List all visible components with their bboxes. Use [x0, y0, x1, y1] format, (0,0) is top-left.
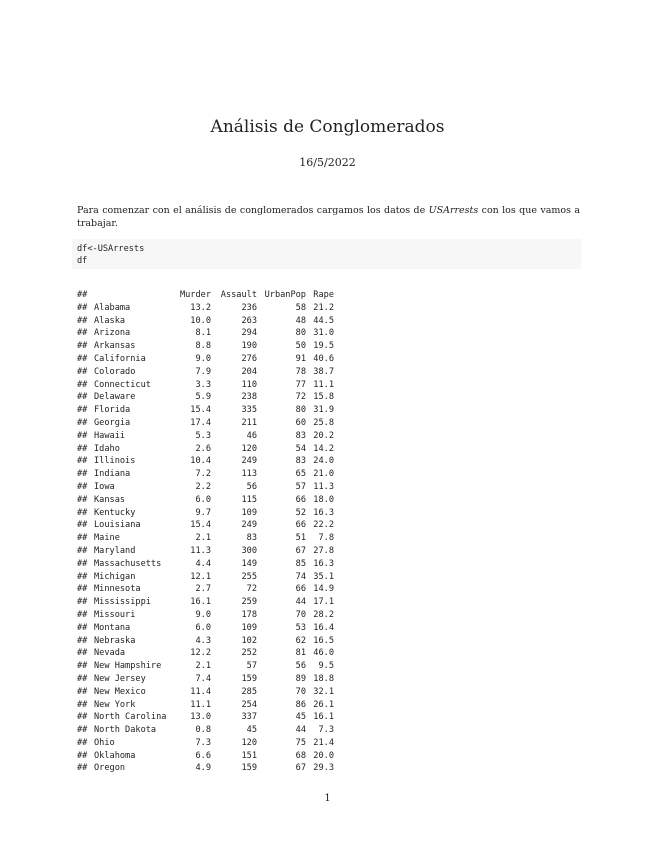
state-name: Maryland	[94, 545, 136, 556]
table-row	[77, 353, 334, 366]
rape-value: 27.8	[313, 545, 334, 556]
murder-value: 7.2	[195, 469, 211, 480]
rape-value: 11.1	[313, 379, 334, 390]
assault-value: 102	[241, 635, 257, 646]
code-line: df<-USArrests	[77, 244, 145, 254]
urbanpop-value: 89	[295, 673, 306, 684]
assault-value: 151	[241, 750, 257, 761]
table-row	[77, 494, 334, 507]
output-prefix: ##	[77, 725, 88, 736]
state-name: Kansas	[94, 494, 126, 505]
urbanpop-value: 67	[295, 545, 306, 556]
murder-value: 9.0	[195, 353, 211, 364]
rape-value: 28.2	[313, 609, 334, 620]
output-prefix: ##	[77, 507, 88, 518]
urbanpop-value: 80	[295, 405, 306, 416]
table-row	[77, 571, 334, 584]
assault-value: 249	[241, 520, 257, 531]
assault-value: 83	[246, 533, 257, 544]
state-name: Louisiana	[94, 520, 141, 531]
output-prefix: ##	[77, 328, 88, 339]
murder-value: 8.8	[195, 341, 211, 352]
murder-value: 7.4	[195, 673, 211, 684]
murder-value: 4.4	[195, 558, 211, 569]
urbanpop-value: 83	[295, 456, 306, 467]
rape-value: 29.3	[313, 763, 334, 774]
column-header-murder: Murder	[179, 290, 211, 300]
assault-value: 45	[246, 725, 257, 736]
urbanpop-value: 66	[295, 584, 306, 595]
urbanpop-value: 66	[295, 494, 306, 505]
rape-value: 38.7	[313, 366, 334, 377]
urbanpop-value: 53	[295, 622, 306, 633]
table-row	[77, 404, 334, 417]
rape-value: 20.0	[313, 750, 334, 761]
urbanpop-value: 85	[295, 558, 306, 569]
murder-value: 0.8	[195, 725, 211, 736]
rape-value: 21.2	[313, 302, 334, 313]
assault-value: 109	[241, 507, 257, 518]
state-name: Illinois	[94, 456, 136, 467]
output-prefix: ##	[77, 622, 88, 633]
murder-value: 5.9	[195, 392, 211, 403]
state-name: Indiana	[94, 469, 131, 480]
state-name: New Hampshire	[94, 661, 162, 672]
urbanpop-value: 44	[295, 597, 306, 608]
assault-value: 211	[241, 417, 257, 428]
state-name: Minnesota	[94, 584, 141, 595]
murder-value: 9.0	[195, 609, 211, 620]
urbanpop-value: 60	[295, 417, 306, 428]
murder-value: 2.1	[195, 533, 211, 544]
state-name: Michigan	[94, 571, 136, 582]
assault-value: 110	[241, 379, 257, 390]
assault-value: 109	[241, 622, 257, 633]
urbanpop-value: 70	[295, 609, 306, 620]
urbanpop-value: 50	[295, 341, 306, 352]
output-prefix: ##	[77, 571, 88, 582]
murder-value: 16.1	[190, 597, 211, 608]
state-name: Oklahoma	[94, 750, 136, 761]
rape-value: 15.8	[313, 392, 334, 403]
rape-value: 35.1	[313, 571, 334, 582]
urbanpop-value: 77	[295, 379, 306, 390]
murder-value: 12.1	[190, 571, 211, 582]
state-name: Oregon	[94, 763, 126, 774]
urbanpop-value: 58	[295, 302, 306, 313]
rape-value: 11.3	[313, 481, 334, 492]
table-row	[77, 455, 334, 468]
urbanpop-value: 80	[295, 328, 306, 339]
rape-value: 16.4	[313, 622, 334, 633]
output-prefix: ##	[77, 673, 88, 684]
assault-value: 159	[241, 673, 257, 684]
assault-value: 72	[246, 584, 257, 595]
assault-value: 46	[246, 430, 257, 441]
urbanpop-value: 62	[295, 635, 306, 646]
table-row	[77, 315, 334, 328]
output-prefix: ##	[77, 609, 88, 620]
state-name: Connecticut	[94, 379, 151, 390]
murder-value: 12.2	[190, 648, 211, 659]
rape-value: 14.2	[313, 443, 334, 454]
output-prefix: ##	[77, 635, 88, 646]
murder-value: 2.6	[195, 443, 211, 454]
document-title: Análisis de Conglomerados	[210, 117, 445, 137]
murder-value: 10.0	[190, 315, 211, 326]
murder-value: 15.4	[190, 405, 211, 416]
state-name: Massachusetts	[94, 558, 162, 569]
table-row	[77, 558, 334, 571]
assault-value: 236	[241, 302, 257, 313]
murder-value: 13.2	[190, 302, 211, 313]
murder-value: 8.1	[195, 328, 211, 339]
table-row	[77, 660, 334, 673]
output-prefix: ##	[77, 392, 88, 403]
table-row	[77, 519, 334, 532]
murder-value: 7.3	[195, 737, 211, 748]
murder-value: 6.6	[195, 750, 211, 761]
urbanpop-value: 67	[295, 763, 306, 774]
column-header-rape: Rape	[313, 290, 334, 300]
urbanpop-value: 45	[295, 712, 306, 723]
state-name: Arkansas	[94, 341, 136, 352]
murder-value: 6.0	[195, 622, 211, 633]
rape-value: 16.3	[313, 507, 334, 518]
table-row	[77, 609, 334, 622]
rape-value: 16.5	[313, 635, 334, 646]
output-prefix: ##	[77, 341, 88, 352]
rape-value: 32.1	[313, 686, 334, 697]
table-row	[77, 622, 334, 635]
rape-value: 7.8	[318, 533, 334, 544]
state-name: Arizona	[94, 328, 131, 339]
table-row	[77, 302, 334, 315]
page-number: 1	[324, 793, 331, 804]
code-block	[72, 239, 581, 269]
rape-value: 16.3	[313, 558, 334, 569]
output-prefix: ##	[77, 545, 88, 556]
murder-value: 2.1	[195, 661, 211, 672]
output-prefix: ##	[77, 315, 88, 326]
state-name: Hawaii	[94, 430, 126, 441]
state-name: Georgia	[94, 417, 131, 428]
table-row	[77, 443, 334, 456]
code-line: df	[77, 256, 88, 266]
state-name: New York	[94, 699, 136, 710]
assault-value: 263	[241, 315, 257, 326]
table-row	[77, 699, 334, 712]
state-name: Iowa	[94, 481, 115, 492]
output-header-row	[77, 289, 334, 302]
state-name: Nevada	[94, 648, 126, 659]
table-row	[77, 596, 334, 609]
urbanpop-value: 48	[295, 315, 306, 326]
urbanpop-value: 70	[295, 686, 306, 697]
table-row	[77, 762, 334, 775]
urbanpop-value: 57	[295, 481, 306, 492]
murder-value: 15.4	[190, 520, 211, 531]
rape-value: 21.4	[313, 737, 334, 748]
output-prefix: ##	[77, 648, 88, 659]
output-prefix: ##	[77, 417, 88, 428]
rape-value: 17.1	[313, 597, 334, 608]
assault-value: 294	[241, 328, 257, 339]
table-row	[77, 327, 334, 340]
assault-value: 190	[241, 341, 257, 352]
murder-value: 2.2	[195, 481, 211, 492]
table-row	[77, 737, 334, 750]
assault-value: 259	[241, 597, 257, 608]
table-row	[77, 635, 334, 648]
rape-value: 31.0	[313, 328, 334, 339]
murder-value: 11.4	[190, 686, 211, 697]
output-prefix: ##	[77, 405, 88, 416]
table-row	[77, 417, 334, 430]
state-name: North Carolina	[94, 712, 167, 723]
output-prefix: ##	[77, 686, 88, 697]
table-row	[77, 724, 334, 737]
urbanpop-value: 86	[295, 699, 306, 710]
assault-value: 254	[241, 699, 257, 710]
murder-value: 3.3	[195, 379, 211, 390]
rape-value: 31.9	[313, 405, 334, 416]
output-prefix: ##	[77, 430, 88, 441]
urbanpop-value: 65	[295, 469, 306, 480]
rape-value: 44.5	[313, 315, 334, 326]
urbanpop-value: 52	[295, 507, 306, 518]
state-name: Missouri	[94, 609, 136, 620]
output-prefix: ##	[77, 379, 88, 390]
state-name: New Mexico	[94, 686, 146, 697]
output-prefix: ##	[77, 558, 88, 569]
urbanpop-value: 75	[295, 737, 306, 748]
urbanpop-value: 68	[295, 750, 306, 761]
assault-value: 113	[241, 469, 257, 480]
rape-value: 24.0	[313, 456, 334, 467]
assault-value: 300	[241, 545, 257, 556]
output-prefix: ##	[77, 494, 88, 505]
table-row	[77, 507, 334, 520]
state-name: Alaska	[94, 315, 126, 326]
output-prefix: ##	[77, 597, 88, 608]
state-name: Idaho	[94, 443, 120, 454]
urbanpop-value: 44	[295, 725, 306, 736]
output-prefix: ##	[77, 366, 88, 377]
table-row	[77, 468, 334, 481]
murder-value: 2.7	[195, 584, 211, 595]
table-row	[77, 583, 334, 596]
assault-value: 255	[241, 571, 257, 582]
urbanpop-value: 56	[295, 661, 306, 672]
assault-value: 238	[241, 392, 257, 403]
state-name: Delaware	[94, 392, 136, 403]
rape-value: 22.2	[313, 520, 334, 531]
murder-value: 4.3	[195, 635, 211, 646]
state-name: Mississippi	[94, 597, 151, 608]
output-prefix: ##	[77, 699, 88, 710]
assault-value: 249	[241, 456, 257, 467]
rape-value: 46.0	[313, 648, 334, 659]
table-row	[77, 340, 334, 353]
column-header-assault: Assault	[220, 290, 257, 300]
assault-value: 178	[241, 609, 257, 620]
table-row	[77, 673, 334, 686]
column-header-urbanpop: UrbanPop	[264, 290, 306, 300]
rape-value: 25.8	[313, 417, 334, 428]
table-row	[77, 647, 334, 660]
urbanpop-value: 83	[295, 430, 306, 441]
assault-value: 115	[241, 494, 257, 505]
document-date: 16/5/2022	[299, 156, 356, 169]
state-name: Florida	[94, 405, 131, 416]
output-prefix: ##	[77, 750, 88, 761]
table-row	[77, 545, 334, 558]
rape-value: 21.0	[313, 469, 334, 480]
rape-value: 18.8	[313, 673, 334, 684]
dataset-name: USArrests	[428, 205, 479, 216]
output-prefix: ##	[77, 584, 88, 595]
state-name: North Dakota	[94, 725, 157, 736]
assault-value: 337	[241, 712, 257, 723]
urbanpop-value: 51	[295, 533, 306, 544]
intro-paragraph	[77, 204, 580, 230]
state-name: Ohio	[94, 737, 115, 748]
assault-value: 120	[241, 737, 257, 748]
table-row	[77, 481, 334, 494]
assault-value: 159	[241, 763, 257, 774]
table-row	[77, 366, 334, 379]
rape-value: 26.1	[313, 699, 334, 710]
output-prefix: ##	[77, 353, 88, 364]
rape-value: 7.3	[318, 725, 334, 736]
assault-value: 56	[246, 481, 257, 492]
output-prefix: ##	[77, 763, 88, 774]
output-prefix: ##	[77, 469, 88, 480]
state-name: Alabama	[94, 302, 131, 313]
table-row	[77, 430, 334, 443]
table-row	[77, 711, 334, 724]
intro-text-after: con los que vamos a trabajar.	[77, 205, 580, 229]
state-name: Nebraska	[94, 635, 136, 646]
murder-value: 17.4	[190, 417, 211, 428]
assault-value: 204	[241, 366, 257, 377]
assault-value: 276	[241, 353, 257, 364]
output-prefix: ##	[77, 290, 88, 300]
console-output	[77, 289, 334, 775]
state-name: Colorado	[94, 366, 136, 377]
rape-value: 19.5	[313, 341, 334, 352]
rape-value: 16.1	[313, 712, 334, 723]
murder-value: 10.4	[190, 456, 211, 467]
assault-value: 252	[241, 648, 257, 659]
assault-value: 149	[241, 558, 257, 569]
murder-value: 5.3	[195, 430, 211, 441]
murder-value: 7.9	[195, 366, 211, 377]
rape-value: 20.2	[313, 430, 334, 441]
table-row	[77, 686, 334, 699]
urbanpop-value: 54	[295, 443, 306, 454]
murder-value: 11.3	[190, 545, 211, 556]
murder-value: 4.9	[195, 763, 211, 774]
state-name: New Jersey	[94, 673, 146, 684]
output-prefix: ##	[77, 712, 88, 723]
state-name: California	[94, 353, 146, 364]
rape-value: 14.9	[313, 584, 334, 595]
table-row	[77, 532, 334, 545]
intro-text-before: Para comenzar con el análisis de conglomerados cargamos los datos de	[77, 205, 429, 216]
urbanpop-value: 72	[295, 392, 306, 403]
table-row	[77, 750, 334, 763]
assault-value: 285	[241, 686, 257, 697]
output-prefix: ##	[77, 443, 88, 454]
murder-value: 9.7	[195, 507, 211, 518]
table-row	[77, 391, 334, 404]
rape-value: 9.5	[318, 661, 334, 672]
output-prefix: ##	[77, 661, 88, 672]
output-prefix: ##	[77, 481, 88, 492]
murder-value: 11.1	[190, 699, 211, 710]
urbanpop-value: 81	[295, 648, 306, 659]
output-prefix: ##	[77, 456, 88, 467]
murder-value: 6.0	[195, 494, 211, 505]
output-prefix: ##	[77, 737, 88, 748]
state-name: Maine	[94, 533, 120, 544]
rape-value: 18.0	[313, 494, 334, 505]
urbanpop-value: 74	[295, 571, 306, 582]
state-name: Montana	[94, 622, 131, 633]
table-row	[77, 379, 334, 392]
output-prefix: ##	[77, 533, 88, 544]
rape-value: 40.6	[313, 353, 334, 364]
output-prefix: ##	[77, 520, 88, 531]
urbanpop-value: 78	[295, 366, 306, 377]
assault-value: 335	[241, 405, 257, 416]
assault-value: 120	[241, 443, 257, 454]
urbanpop-value: 91	[295, 353, 306, 364]
state-name: Kentucky	[94, 507, 136, 518]
assault-value: 57	[246, 661, 257, 672]
urbanpop-value: 66	[295, 520, 306, 531]
murder-value: 13.0	[190, 712, 211, 723]
output-prefix: ##	[77, 302, 88, 313]
